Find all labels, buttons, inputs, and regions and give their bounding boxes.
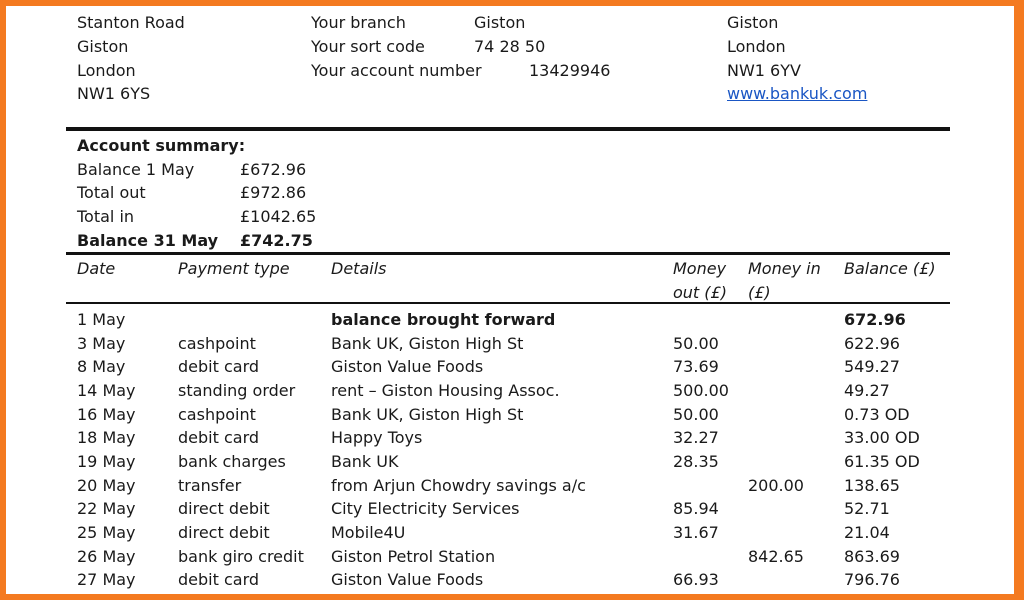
cell-money-out: 31.67 <box>673 523 719 542</box>
bank-address-line: London <box>727 37 786 56</box>
customer-address-line: London <box>77 61 136 80</box>
cell-balance: 672.96 <box>844 310 906 329</box>
summary-label: Total in <box>77 207 135 226</box>
cell-payment-type: standing order <box>178 381 296 400</box>
cell-money-out: 73.69 <box>673 357 719 376</box>
cell-balance: 549.27 <box>844 357 900 376</box>
cell-balance: 49.27 <box>844 381 890 400</box>
cell-date: 14 May <box>77 381 136 400</box>
header-money-in: Money in <box>748 259 821 278</box>
cell-balance: 796.76 <box>844 570 900 589</box>
header-money-in-unit: (£) <box>748 283 771 302</box>
customer-address-line: Stanton Road <box>77 13 185 32</box>
cell-details: balance brought forward <box>331 310 556 329</box>
cell-balance: 52.71 <box>844 499 890 518</box>
cell-money-in: 842.65 <box>748 547 804 566</box>
cell-date: 18 May <box>77 428 136 447</box>
cell-payment-type: bank giro credit <box>178 547 304 566</box>
cell-payment-type: transfer <box>178 476 242 495</box>
cell-money-out: 28.35 <box>673 452 719 471</box>
cell-date: 26 May <box>77 547 136 566</box>
cell-details: City Electricity Services <box>331 499 520 518</box>
cell-balance: 622.96 <box>844 334 900 353</box>
summary-value: £672.96 <box>240 160 307 179</box>
cell-details: Bank UK, Giston High St <box>331 405 524 424</box>
summary-value: £1042.65 <box>240 207 317 226</box>
cell-details: Bank UK <box>331 452 399 471</box>
cell-balance: 21.04 <box>844 523 890 542</box>
customer-address-line: Giston <box>77 37 129 56</box>
cell-balance: 33.00 OD <box>844 428 920 447</box>
cell-balance: 61.35 OD <box>844 452 920 471</box>
cell-balance: 138.65 <box>844 476 900 495</box>
header-divider <box>66 302 950 304</box>
cell-date: 22 May <box>77 499 136 518</box>
cell-details: Giston Value Foods <box>331 357 484 376</box>
bank-website-link[interactable]: www.bankuk.com <box>727 84 868 103</box>
account-number-value: 13429946 <box>529 61 611 80</box>
cell-date: 20 May <box>77 476 136 495</box>
cell-balance: 0.73 OD <box>844 405 910 424</box>
cell-details: Giston Petrol Station <box>331 547 496 566</box>
cell-date: 8 May <box>77 357 126 376</box>
section-divider <box>66 127 950 131</box>
customer-address-line: NW1 6YS <box>77 84 151 103</box>
cell-payment-type: cashpoint <box>178 405 256 424</box>
summary-value: £972.86 <box>240 183 307 202</box>
cell-money-out: 500.00 <box>673 381 729 400</box>
sort-code-label: Your sort code <box>311 37 425 56</box>
cell-payment-type: cashpoint <box>178 334 256 353</box>
branch-value: Giston <box>474 13 526 32</box>
summary-closing-value: £742.75 <box>240 231 313 250</box>
summary-closing-label: Balance 31 May <box>77 231 219 250</box>
cell-money-out: 32.27 <box>673 428 719 447</box>
cell-money-out: 66.93 <box>673 570 719 589</box>
bank-address-line: NW1 6YV <box>727 61 801 80</box>
cell-date: 16 May <box>77 405 136 424</box>
bank-address-line: Giston <box>727 13 779 32</box>
summary-label: Balance 1 May <box>77 160 195 179</box>
cell-details: Giston Value Foods <box>331 570 484 589</box>
cell-payment-type: debit card <box>178 570 260 589</box>
branch-label: Your branch <box>311 13 406 32</box>
cell-date: 3 May <box>77 334 126 353</box>
header-money-out: Money <box>673 259 727 278</box>
cell-payment-type: debit card <box>178 357 260 376</box>
cell-money-in: 200.00 <box>748 476 804 495</box>
cell-date: 19 May <box>77 452 136 471</box>
cell-details: rent – Giston Housing Assoc. <box>331 381 560 400</box>
cell-money-out: 85.94 <box>673 499 719 518</box>
cell-payment-type: debit card <box>178 428 260 447</box>
cell-date: 27 May <box>77 570 136 589</box>
header-details: Details <box>331 259 387 278</box>
header-money-out-unit: out (£) <box>673 283 727 302</box>
section-divider <box>66 252 950 255</box>
cell-payment-type: bank charges <box>178 452 286 471</box>
cell-payment-type: direct debit <box>178 499 270 518</box>
summary-label: Total out <box>77 183 146 202</box>
cell-details: Bank UK, Giston High St <box>331 334 524 353</box>
cell-balance: 863.69 <box>844 547 900 566</box>
header-payment-type: Payment type <box>178 259 290 278</box>
cell-payment-type: direct debit <box>178 523 270 542</box>
cell-date: 25 May <box>77 523 136 542</box>
cell-details: from Arjun Chowdry savings a/c <box>331 476 586 495</box>
cell-money-out: 50.00 <box>673 405 719 424</box>
header-balance: Balance (£) <box>844 259 936 278</box>
header-date: Date <box>77 259 116 278</box>
summary-title: Account summary: <box>77 136 246 155</box>
cell-money-out: 50.00 <box>673 334 719 353</box>
account-number-label: Your account number <box>311 61 482 80</box>
sort-code-value: 74 28 50 <box>474 37 546 56</box>
bank-statement <box>6 6 1014 594</box>
cell-date: 1 May <box>77 310 126 329</box>
cell-details: Mobile4U <box>331 523 406 542</box>
cell-details: Happy Toys <box>331 428 423 447</box>
